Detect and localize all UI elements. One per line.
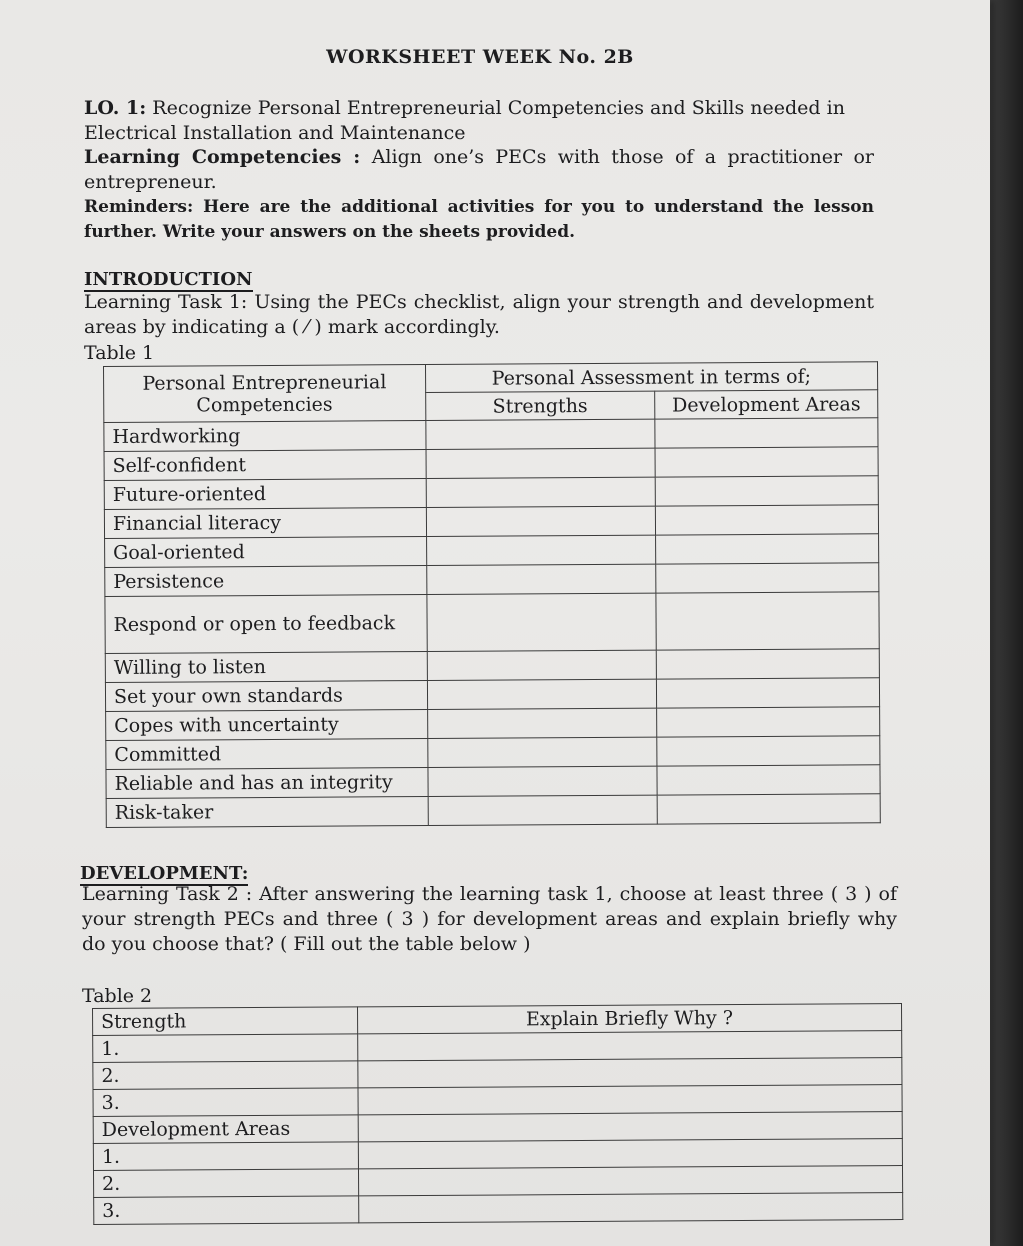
competency-cell: Self-confident: [104, 450, 426, 481]
strength-check-cell[interactable]: [426, 593, 656, 651]
development-number: 3.: [94, 1196, 359, 1225]
table-row: [104, 418, 878, 452]
competency-cell: Goal-oriented: [105, 537, 427, 568]
development-check-cell[interactable]: [656, 649, 879, 679]
development-check-cell[interactable]: [657, 678, 880, 708]
development-check-cell[interactable]: [655, 476, 878, 506]
introduction-heading: INTRODUCTION: [84, 269, 253, 290]
competency-cell: Financial literacy: [104, 508, 426, 539]
table-2-caption: Table 2: [82, 985, 153, 1007]
strength-explanation-cell[interactable]: [357, 1031, 901, 1061]
table-row: [94, 1193, 903, 1225]
worksheet-title: WORKSHEET WEEK No. 2B: [326, 46, 634, 68]
development-check-cell[interactable]: [656, 563, 879, 593]
strength-explanation-cell[interactable]: [358, 1085, 902, 1115]
table-row: [105, 678, 879, 712]
learning-objective: [84, 96, 874, 146]
strength-check-cell[interactable]: [427, 650, 657, 680]
development-check-cell[interactable]: [655, 418, 878, 448]
strength-development-table: [92, 1003, 903, 1225]
development-number: 1.: [93, 1142, 358, 1171]
table-row: [106, 794, 880, 828]
strength-check-cell[interactable]: [426, 564, 656, 594]
development-number: 2.: [93, 1169, 358, 1198]
competency-cell: Respond or open to feedback: [105, 595, 427, 654]
development-check-cell[interactable]: [656, 592, 879, 650]
table-row: [104, 447, 878, 481]
development-check-cell[interactable]: [656, 505, 879, 535]
development-header-blank: [358, 1112, 902, 1142]
table-row: [105, 592, 879, 654]
development-check-cell[interactable]: [657, 736, 880, 766]
strength-check-cell[interactable]: [426, 506, 656, 536]
development-explanation-cell[interactable]: [358, 1166, 902, 1196]
table-row: [106, 765, 880, 799]
strength-number: 2.: [93, 1061, 358, 1090]
development-check-cell[interactable]: [657, 707, 880, 737]
learning-task-1: Learning Task 1: Using the PECs checklist, align your strength and development areas by indicating a ( ⁄ ) mark accordingly.: [84, 291, 874, 338]
competencies-label: Learning Competencies :: [84, 146, 361, 168]
strength-check-cell[interactable]: [428, 795, 658, 825]
development-check-cell[interactable]: [657, 794, 880, 824]
strength-check-cell[interactable]: [426, 448, 656, 478]
table-row: [106, 707, 880, 741]
development-check-cell[interactable]: [657, 765, 880, 795]
strength-check-cell[interactable]: [427, 708, 657, 738]
table-1-caption: Table 1: [84, 342, 155, 364]
strength-check-cell[interactable]: [428, 766, 658, 796]
competency-cell: Reliable and has an integrity: [106, 768, 428, 799]
competency-cell: Willing to listen: [105, 652, 427, 683]
competency-cell: Persistence: [105, 566, 427, 597]
header-competency: Personal Entrepreneurial Competencies: [104, 365, 426, 423]
table-row: [105, 649, 879, 683]
competencies-text: Align one’s PECs with those of a practitioner or entrepreneur.: [84, 146, 875, 193]
strength-number: 3.: [93, 1088, 358, 1117]
header-development: Development Areas: [655, 390, 878, 419]
table-row: [104, 476, 878, 510]
pecs-checklist-table: [103, 361, 881, 828]
development-check-cell[interactable]: [655, 447, 878, 477]
competency-cell: Set your own standards: [105, 681, 427, 712]
development-check-cell[interactable]: [656, 534, 879, 564]
development-explanation-cell[interactable]: [358, 1139, 902, 1169]
competency-cell: Hardworking: [104, 421, 426, 452]
reminders: Reminders: Here are the additional activities for you to understand the lesson further. Write your answers on the sheets provided.: [84, 197, 874, 242]
header-strengths: Strengths: [425, 391, 655, 420]
strength-check-cell[interactable]: [426, 477, 656, 507]
competency-cell: Committed: [106, 739, 428, 770]
strength-check-cell[interactable]: [425, 419, 655, 449]
header-assessment: Personal Assessment in terms of;: [425, 362, 878, 393]
strength-number: 1.: [93, 1034, 358, 1063]
table-row: [105, 563, 879, 597]
strength-explanation-cell[interactable]: [358, 1058, 902, 1088]
strength-header: Strength: [93, 1007, 358, 1036]
development-heading: DEVELOPMENT:: [80, 863, 249, 884]
competency-cell: Copes with uncertainty: [106, 710, 428, 741]
learning-competencies: [84, 145, 874, 195]
learning-task-2: Learning Task 2 : After answering the learning task 1, choose at least three ( 3 ) of your strength PECs and three ( 3 ) for development areas and explain briefly why do you choose that? ( Fill out the table below ): [82, 883, 897, 955]
explain-header: Explain Briefly Why ?: [357, 1004, 901, 1034]
development-areas-header: Development Areas: [93, 1115, 358, 1144]
lo-text: Recognize Personal Entrepreneurial Competencies and Skills needed in Electrical Installation and Maintenance: [84, 97, 845, 144]
competency-cell: Future-oriented: [104, 479, 426, 510]
table-row: [106, 736, 880, 770]
strength-check-cell[interactable]: [427, 679, 657, 709]
table-row: [105, 534, 879, 568]
strength-check-cell[interactable]: [426, 535, 656, 565]
table-row: [104, 505, 878, 539]
lo-label: LO. 1:: [84, 97, 147, 119]
development-explanation-cell[interactable]: [358, 1193, 902, 1223]
competency-cell: Risk-taker: [106, 797, 428, 828]
strength-check-cell[interactable]: [427, 737, 657, 767]
